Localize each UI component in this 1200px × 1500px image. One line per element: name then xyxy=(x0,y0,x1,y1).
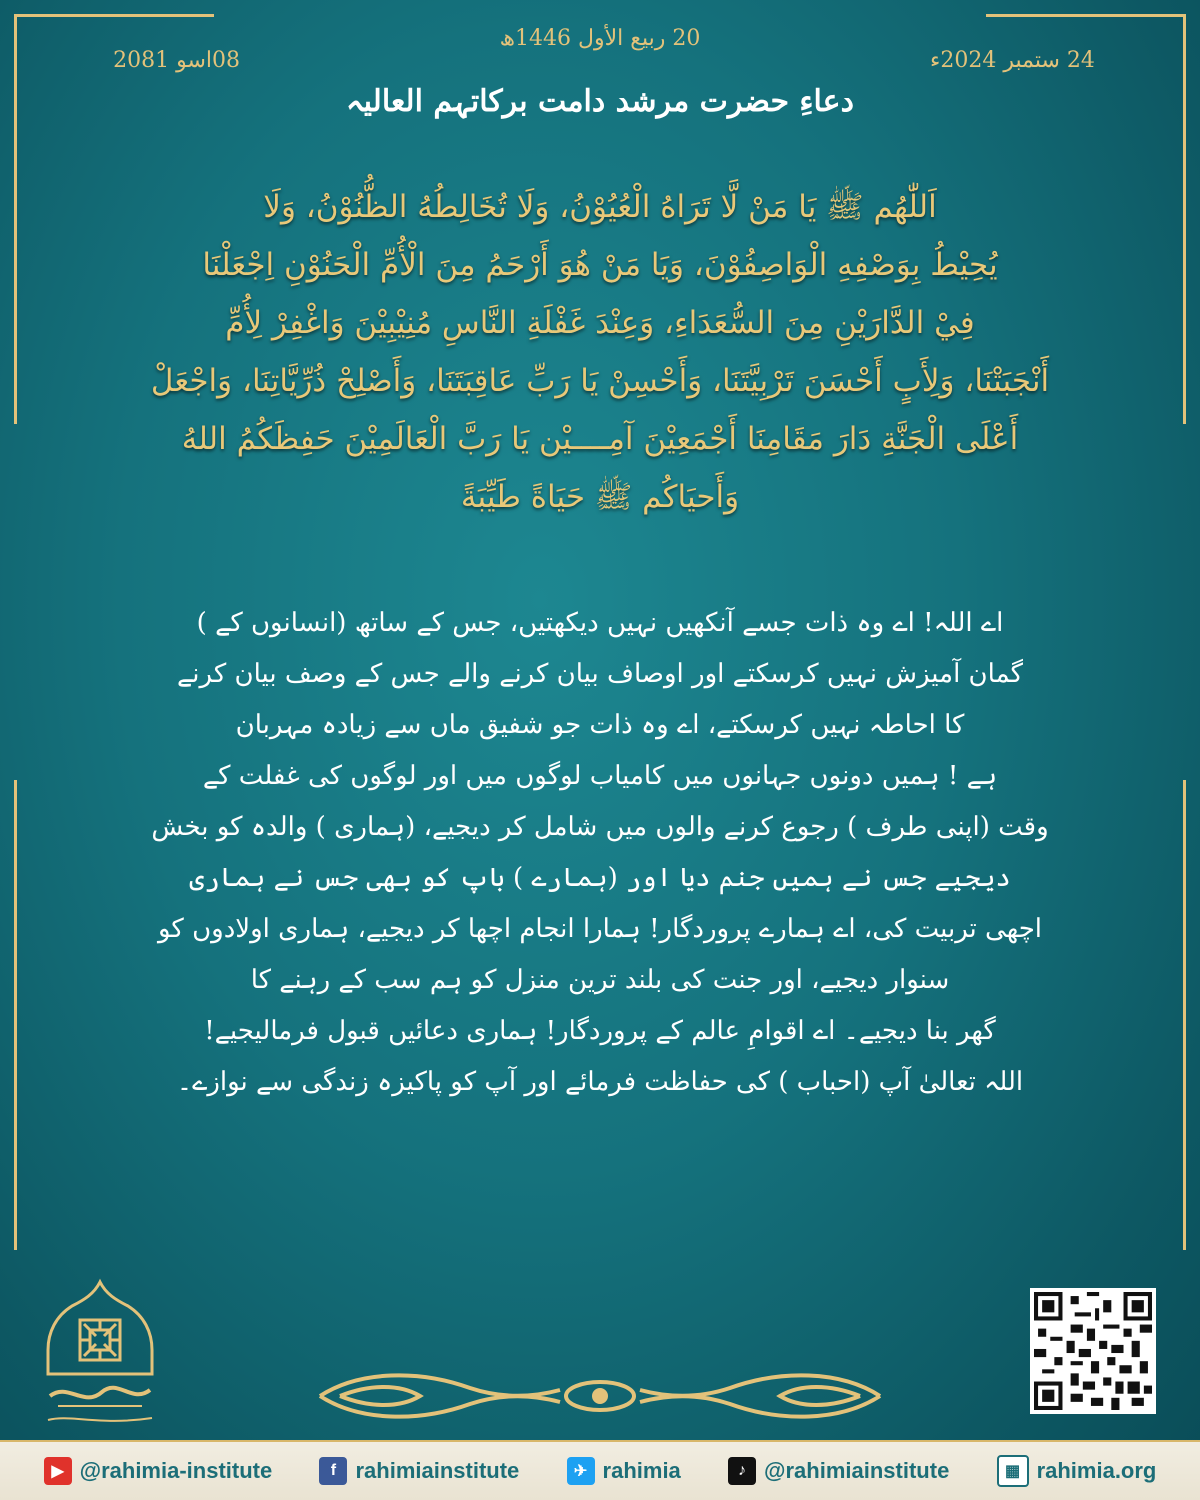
arabic-dua xyxy=(110,178,1090,526)
arabic-line: يُحِيْطُ بِوَصْفِهِ الْوَاصِفُوْنَ، وَيَا مَنْ هُوَ أَرْحَمُ مِنَ الْأُمِّ الْحَنُوْنِ اِجْعَلْنَا xyxy=(202,247,998,283)
bikrami-date: 08اسو 2081 xyxy=(113,48,240,73)
twitter-link[interactable] xyxy=(567,1457,681,1485)
tiktok-icon: ♪ xyxy=(728,1457,756,1485)
urdu-line: اے اللہ! اے وہ ذات جسے آنکھیں نہیں دیکھتیں، جس کے ساتھ (انسانوں کے ) xyxy=(196,608,1004,638)
urdu-line: سنوار دیجیے، اور جنت کی بلند ترین منزل کو ہم سب کے رہنے کا xyxy=(250,965,950,995)
facebook-link[interactable] xyxy=(319,1457,519,1485)
page-title: دعاءِ حضرت مرشد دامت برکاتہم العالیہ xyxy=(346,84,854,119)
qr-pattern xyxy=(1034,1292,1152,1410)
rahimia-logo xyxy=(40,1278,160,1438)
gregorian-date: 24 ستمبر 2024ء xyxy=(930,48,1095,73)
frame-left-lower xyxy=(14,780,17,1250)
arabic-line: اَللّٰهُم ﷺ يَا مَنْ لَّا تَرَاهُ الْعُيُوْنُ، وَلَا تُخَالِطُهُ الظُّنُوْنُ، وَلَا xyxy=(263,189,937,225)
frame-top-left xyxy=(14,14,214,17)
urdu-line: اچھی تربیت کی، اے ہمارے پروردگار! ہمارا انجام اچھا کر دیجیے، ہماری اولادوں کو xyxy=(158,914,1042,944)
arabic-line: أَعْلَى الْجَنَّةِ دَارَ مَقَامِنَا أَجْمَعِيْنَ آمِــــيْن يَا رَبَّ الْعَالَمِيْنَ حَفِظَكُمُ اللهُ xyxy=(181,421,1019,457)
arabic-line: فِيْ الدَّارَيْنِ مِنَ السُّعَدَاءِ، وَعِنْدَ غَفْلَةِ النَّاسِ مُنِيْبِيْنَ وَاغْفِرْ لِأُمِّ xyxy=(225,305,975,341)
urdu-translation xyxy=(150,598,1050,1108)
decorative-ornament xyxy=(300,1368,900,1424)
urdu-line: کا احاطہ نہیں کرسکتے، اے وہ ذات جو شفیق ماں سے زیادہ مہربان xyxy=(235,710,965,740)
urdu-line: گمان آمیزش نہیں کرسکتے اور اوصاف بیان کرنے والے جس کے وصف بیان کرنے xyxy=(177,659,1023,689)
website-url: rahimia.org xyxy=(1036,1458,1157,1483)
twitter-handle: rahimia xyxy=(602,1458,681,1483)
youtube-handle: @rahimia-institute xyxy=(79,1458,273,1483)
arabic-line: وَأَحيَاكُم ﷺ حَيَاةً طَيِّبَةً xyxy=(460,479,740,515)
tiktok-handle: @rahimiainstitute xyxy=(764,1458,950,1483)
urdu-line: گھر بنا دیجیے۔ اے اقوامِ عالم کے پروردگار! ہماری دعائیں قبول فرمالیجیے! xyxy=(204,1016,996,1046)
frame-top-right xyxy=(986,14,1186,17)
qr-small-icon: ▦ xyxy=(997,1455,1029,1487)
social-footer xyxy=(0,1440,1200,1500)
urdu-line: اللہ تعالیٰ آپ (احباب ) کی حفاظت فرمائے اور آپ کو پاکیزہ زندگی سے نوازے۔ xyxy=(176,1067,1024,1097)
urdu-line: دیجیے جس نے ہمیں جنم دیا اور (ہمارے ) باپ کو بھی جس نے ہماری xyxy=(189,863,1011,893)
twitter-icon: ✈ xyxy=(567,1457,595,1485)
frame-left-upper xyxy=(14,14,17,424)
youtube-link[interactable] xyxy=(44,1457,273,1485)
urdu-line: ہے ! ہمیں دونوں جہانوں میں کامیاب لوگوں میں اور لوگوں کی غفلت کے xyxy=(202,761,998,791)
qr-code[interactable] xyxy=(1030,1288,1156,1414)
facebook-icon: f xyxy=(319,1457,347,1485)
youtube-icon: ▶ xyxy=(44,1457,72,1485)
arabic-line: أَنْجَبَتْنَا، وَلِأَبٍ أَحْسَنَ تَرْبِيَّتَنَا، وَأَحْسِنْ يَا رَبِّ عَاقِبَتَنَا، وَأَصْلِحْ ذُرِّيَّاتِنَا، وَاجْعَلْ xyxy=(150,363,1050,399)
frame-right-upper xyxy=(1183,14,1186,424)
facebook-handle: rahimiainstitute xyxy=(355,1458,520,1483)
frame-right-lower xyxy=(1183,780,1186,1250)
website-link[interactable] xyxy=(997,1455,1157,1487)
hijri-date: 20 ربیع الأول 1446ھ xyxy=(499,26,701,51)
urdu-line: وقت (اپنی طرف ) رجوع کرنے والوں میں شامل کر دیجیے، (ہماری ) والدہ کو بخش xyxy=(151,812,1049,842)
tiktok-link[interactable] xyxy=(728,1457,949,1485)
